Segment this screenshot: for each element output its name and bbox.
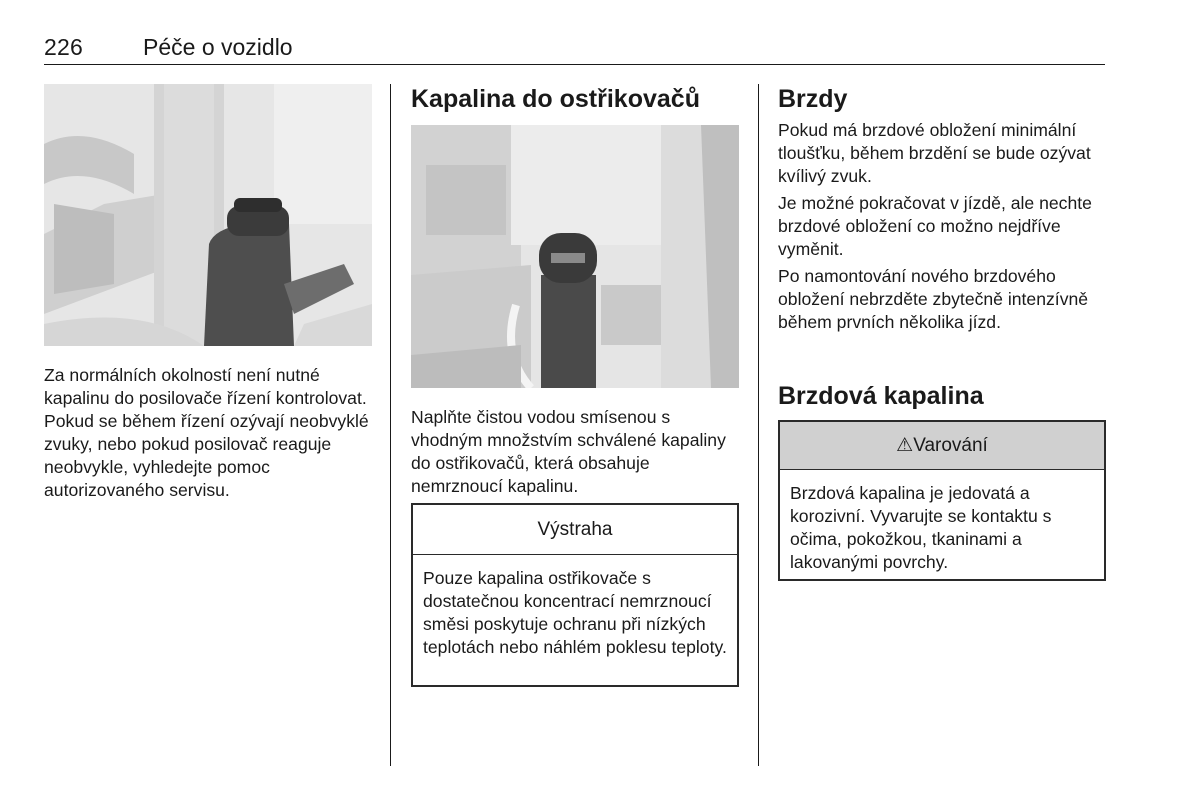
brakes-paragraph: Pokud má brzdové obložení minimální tloušťku, během brzdění se bude ozývat kvílivý zvuk. (778, 120, 1091, 186)
caution-box (411, 503, 739, 687)
brakes-heading: Brzdy (778, 85, 848, 113)
washer-fluid-figure (411, 125, 739, 388)
brake-fluid-heading: Brzdová kapalina (778, 382, 984, 410)
brakes-paragraph: Po namontování nového brzdového obložení nebrzděte zbytečně intenzívně během prvních několika jízd. (778, 266, 1089, 332)
warning-body: Brzdová kapalina je jedovatá a korozivní. Vyvarujte se kontaktu s očima, pokožkou, tkaninami a lakovanými povrchy. (790, 483, 1052, 572)
page-header-title: Péče o vozidlo (143, 34, 293, 60)
column-divider (390, 84, 391, 766)
page-number: 226 (44, 34, 83, 60)
brakes-text (778, 119, 1108, 334)
power-steering-reservoir-figure (44, 84, 372, 346)
warning-title: Varování (913, 435, 988, 456)
washer-fluid-paragraph: Naplňte čistou vodou smísenou s vhodným množstvím schválené kapaliny do ostřikovačů, která obsahuje nemrznoucí kapalinu. (411, 407, 726, 496)
caution-title: Výstraha (413, 505, 737, 555)
warning-header (780, 422, 1104, 470)
warning-triangle-icon: ⚠ (896, 435, 914, 456)
washer-fluid-heading: Kapalina do ostřikovačů (411, 85, 700, 113)
caution-body: Pouze kapalina ostřikovače s dostatečnou koncentrací nemrznoucí směsi poskytuje ochranu při nízkých teplotách nebo náhlém poklesu teploty. (423, 568, 727, 657)
brakes-paragraph: Je možné pokračovat v jízdě, ale nechte brzdové obložení co možno nejdříve vyměnit. (778, 193, 1092, 259)
header-rule (44, 64, 1105, 65)
warning-box (778, 420, 1106, 581)
power-steering-paragraph: Za normálních okolností není nutné kapalinu do posilovače řízení kontrolovat. Pokud se během řízení ozývají neobvyklé zvuky, nebo pokud posilovač reaguje neobvykle, vyhledejte pomoc autorizovaného servisu. (44, 365, 369, 500)
column-divider (758, 84, 759, 766)
